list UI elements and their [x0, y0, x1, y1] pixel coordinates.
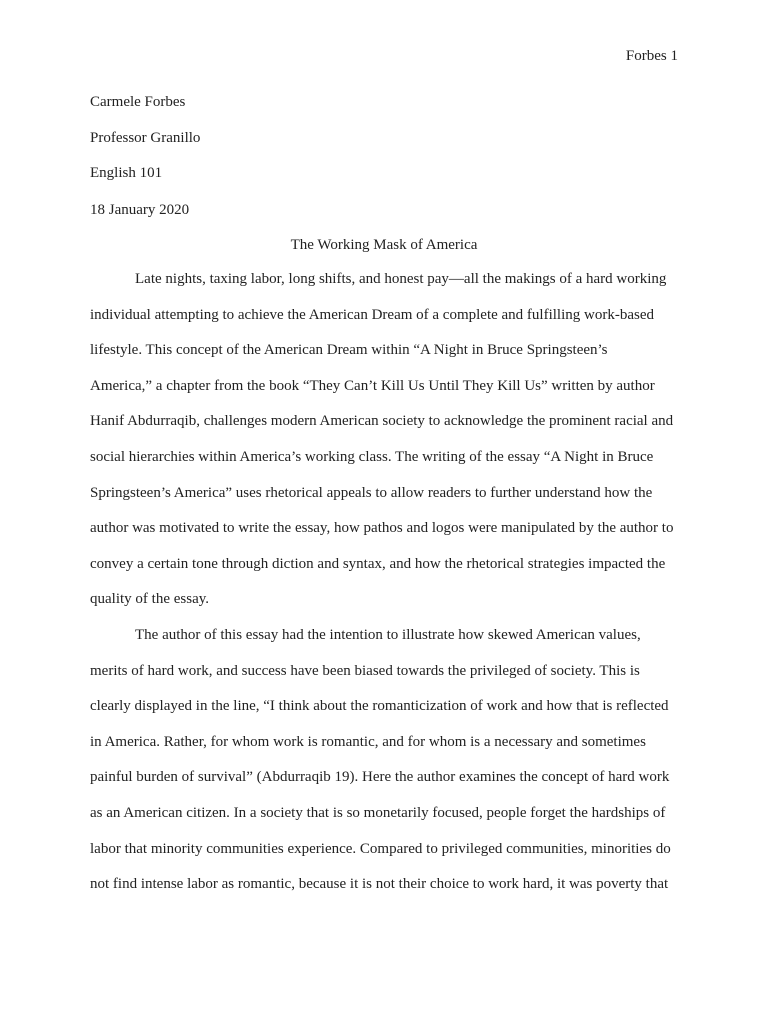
paragraph-line: social hierarchies within America’s working class. The writing of the essay “A Night in Bruce — [90, 448, 654, 465]
running-head: Forbes 1 — [625, 48, 678, 64]
paragraph-line: author was motivated to write the essay, how pathos and logos were manipulated by the author to — [90, 520, 674, 537]
course-name: English 101 — [90, 165, 163, 181]
paragraph-line: convey a certain tone through diction and syntax, and how the rhetorical strategies impacted the — [90, 555, 666, 572]
paragraph-line: as an American citizen. In a society that is so monetarily focused, people forget the hardships of — [90, 804, 666, 821]
paragraph-2 — [90, 618, 680, 903]
paragraph-line: not find intense labor as romantic, because it is not their choice to work hard, it was poverty that — [90, 876, 669, 893]
paragraph-1 — [90, 262, 680, 618]
paragraph-line: America,” a chapter from the book “They Can’t Kill Us Until They Kill Us” written by author — [90, 377, 655, 394]
paragraph-line: The author of this essay had the intention to illustrate how skewed American values, — [135, 627, 641, 643]
essay-date: 18 January 2020 — [90, 202, 190, 218]
paragraph-line: labor that minority communities experience. Compared to privileged communities, minorities do — [90, 840, 671, 857]
paragraph-line: merits of hard work, and success have been biased towards the privileged of society. This is — [90, 662, 640, 679]
essay-title: The Working Mask of America — [290, 237, 478, 253]
author-name: Carmele Forbes — [90, 94, 186, 110]
paragraph-line: Springsteen’s America” uses rhetorical appeals to allow readers to further understand how the — [90, 484, 653, 501]
paragraph-line: in America. Rather, for whom work is romantic, and for whom is a necessary and sometimes — [90, 733, 646, 750]
professor-name: Professor Granillo — [90, 130, 201, 146]
paragraph-line: quality of the essay. — [90, 591, 209, 608]
paragraph-line: Hanif Abdurraqib, challenges modern American society to acknowledge the prominent racial and — [90, 413, 674, 430]
paragraph-line: individual attempting to achieve the American Dream of a complete and fulfilling work-based — [90, 306, 654, 323]
paragraph-line: lifestyle. This concept of the American Dream within “A Night in Bruce Springsteen’s — [90, 342, 608, 359]
paragraph-line: clearly displayed in the line, “I think about the romanticization of work and how that is reflected — [90, 698, 669, 715]
paragraph-line: Late nights, taxing labor, long shifts, and honest pay—all the makings of a hard working — [135, 271, 667, 287]
paragraph-line: painful burden of survival” (Abdurraqib 19). Here the author examines the concept of hard work — [90, 769, 670, 786]
